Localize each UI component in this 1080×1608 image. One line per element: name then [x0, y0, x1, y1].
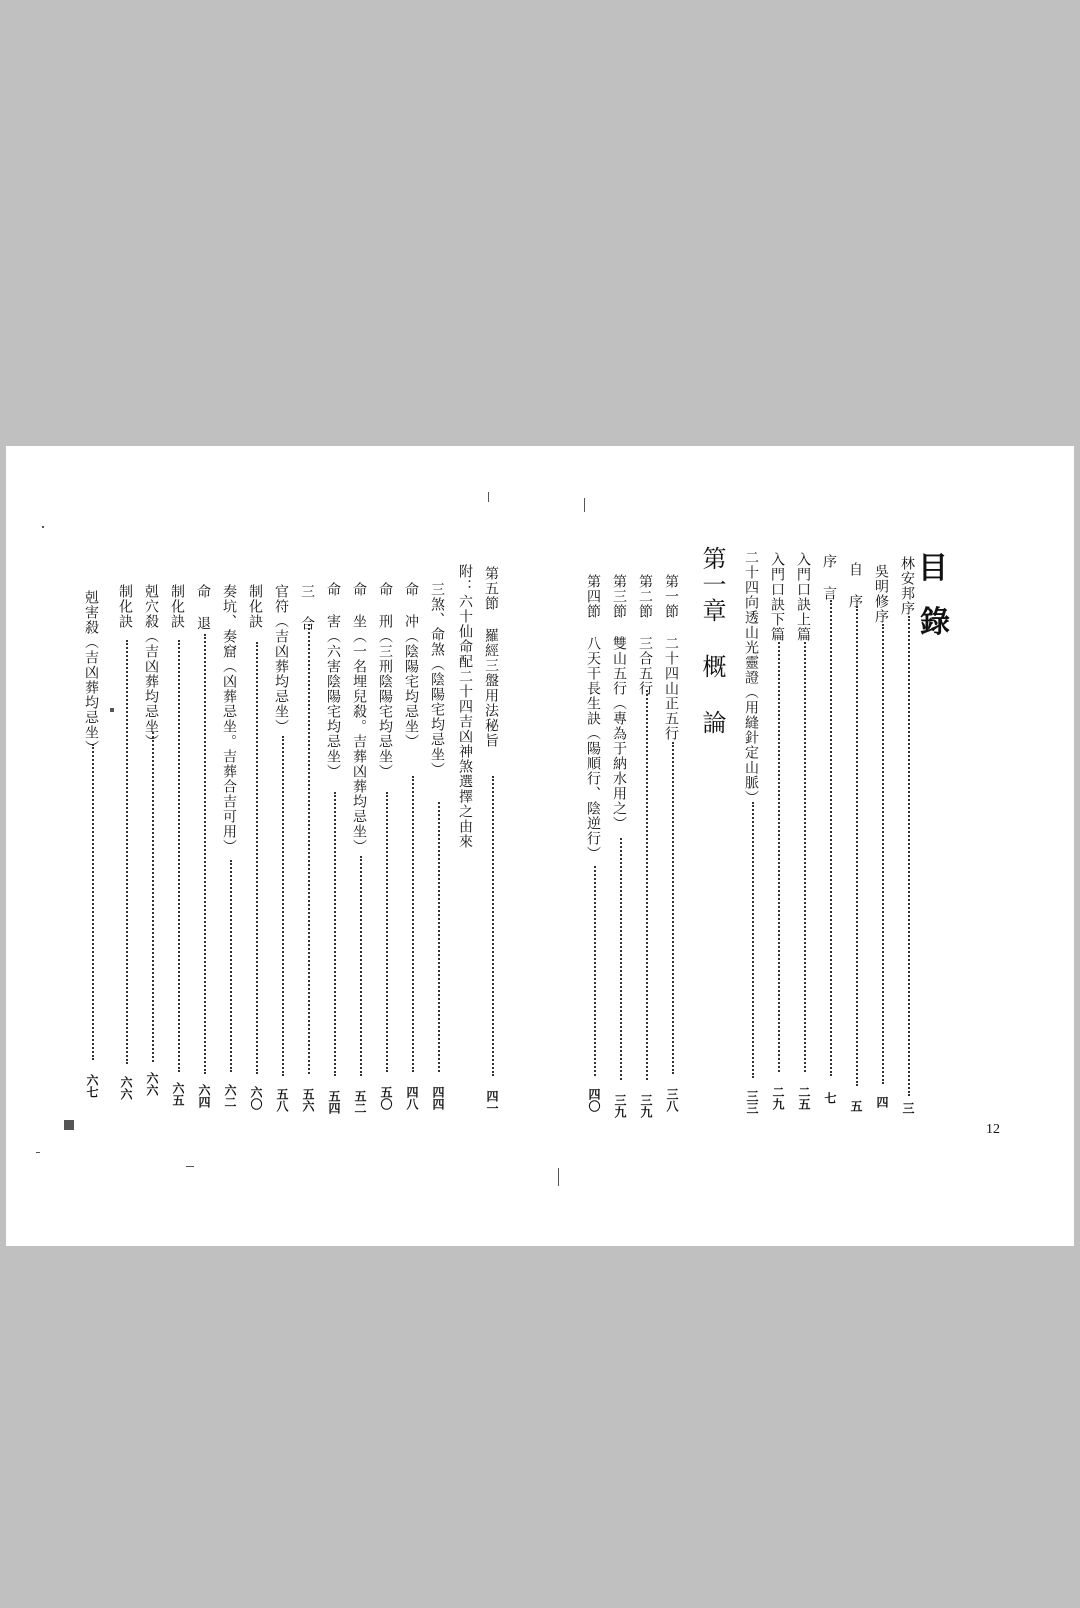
toc-entry-page: 二九	[771, 1086, 785, 1110]
toc-entry-text: 奏坑、奏窟（凶葬忌坐。吉葬合吉可用）	[221, 584, 237, 854]
toc-leader	[882, 624, 884, 1084]
toc-entry-text: 序 言	[821, 554, 837, 601]
toc-section-text: 第三節 雙山五行（專為于納水用之）	[611, 574, 627, 831]
toc-title-char-2: 錄	[920, 605, 950, 640]
toc-entry-page: 五	[849, 1100, 863, 1112]
toc-entry-page: 三三	[745, 1090, 759, 1114]
toc-leader	[672, 742, 674, 1074]
toc-leader	[126, 640, 128, 1064]
toc-entry-page: 五二	[353, 1090, 367, 1114]
toc-entry-page: 四〇	[587, 1088, 601, 1112]
toc-title-char-1: 目	[918, 551, 948, 586]
toc-entry-page: 五八	[275, 1088, 289, 1112]
toc-entry-page: 五〇	[379, 1086, 393, 1110]
toc-entry-page: 五四	[327, 1090, 341, 1114]
toc-entry-page: 六二	[223, 1084, 237, 1108]
toc-section-text: 第一節 二十四山正五行	[663, 574, 679, 741]
toc-leader	[830, 600, 832, 1076]
toc-leader	[594, 866, 596, 1076]
toc-leader	[204, 634, 206, 1074]
toc-leader	[908, 616, 910, 1096]
toc-leader	[92, 744, 94, 1060]
toc-entry-text: 剋害殺（吉凶葬均忌坐）	[83, 590, 99, 755]
toc-entry-text: 二十四向透山光靈證（用縫針定山脈）	[743, 550, 759, 805]
toc-leader	[752, 802, 754, 1078]
toc-leader	[308, 624, 310, 1074]
toc-leader	[360, 856, 362, 1076]
toc-leader	[804, 642, 806, 1072]
toc-entry-text: 三煞、命煞（陰陽宅均忌坐）	[429, 582, 445, 777]
toc-leader	[230, 860, 232, 1072]
toc-entry-text: 命 退	[195, 584, 211, 631]
chapter-heading: 第一章 概 論	[698, 546, 726, 736]
toc-entry-page: 二五	[797, 1086, 811, 1110]
toc-entry-text: 剋穴殺（吉凶葬均忌坐）	[143, 584, 159, 749]
toc-entry-text: 命 刑（三刑陰陽宅均忌坐）	[377, 582, 393, 779]
toc-entry-page: 三九	[613, 1094, 627, 1118]
toc-section-text: 第五節 羅經三盤用法秘旨	[483, 566, 499, 748]
toc-leader	[334, 792, 336, 1076]
scan-speck	[36, 1152, 40, 1153]
scan-speck	[64, 1120, 74, 1130]
toc-leader	[492, 776, 494, 1076]
toc-entry-page: 七	[823, 1092, 837, 1104]
toc-note-text: 附：六十仙命配二十四吉凶神煞選擇之由來	[457, 564, 473, 849]
toc-entry-page: 六五	[171, 1082, 185, 1106]
toc-entry-page: 六六	[119, 1076, 133, 1100]
toc-entry-page: 四四	[431, 1086, 445, 1110]
toc-entry-text: 入門口訣上篇	[795, 552, 811, 642]
toc-entry-page: 三九	[639, 1094, 653, 1118]
scan-speck	[110, 708, 114, 712]
toc-leader	[438, 802, 440, 1072]
toc-leader	[856, 606, 858, 1086]
toc-entry-text: 命 害（六害陰陽宅均忌坐）	[325, 582, 341, 779]
scan-speck	[186, 1166, 194, 1167]
toc-leader	[282, 736, 284, 1076]
toc-entry-text: 入門口訣下篇	[769, 552, 785, 642]
scan-speck	[42, 526, 44, 528]
toc-entry-page: 六四	[197, 1084, 211, 1108]
toc-section-text: 第四節 八天干長生訣（陽順行、陰逆行）	[585, 574, 601, 861]
toc-entry-text: 林安邦序	[899, 556, 915, 616]
toc-entry-text: 命 冲（陰陽宅均忌坐）	[403, 582, 419, 749]
toc-entry-page: 六六	[145, 1072, 159, 1096]
toc-entry-text: 制化訣	[117, 584, 133, 629]
toc-entry-page: 四	[875, 1096, 889, 1108]
toc-entry-text: 制化訣	[169, 584, 185, 629]
toc-entry-page: 四一	[485, 1090, 499, 1114]
toc-entry-page: 三八	[665, 1088, 679, 1112]
toc-entry-text: 官符（吉凶葬均忌坐）	[273, 584, 289, 734]
scanned-page-spread	[6, 446, 1074, 1246]
toc-entry-page: 五六	[301, 1088, 315, 1112]
toc-entry-text: 三 合	[299, 584, 315, 631]
toc-entry-page: 六七	[85, 1074, 99, 1098]
toc-entry-text: 命 坐（一名埋兒殺。吉葬凶葬均忌坐）	[351, 582, 367, 854]
toc-leader	[386, 792, 388, 1072]
toc-entry-page: 六〇	[249, 1086, 263, 1110]
toc-entry-text: 自 序	[847, 562, 863, 609]
toc-leader	[256, 642, 258, 1074]
scan-speck	[488, 492, 489, 502]
toc-leader	[178, 640, 180, 1072]
scan-speck	[584, 498, 585, 512]
toc-entry-text: 制化訣	[247, 584, 263, 629]
toc-leader	[152, 732, 154, 1062]
scan-speck	[558, 1168, 559, 1186]
page-number: 12	[986, 1122, 1000, 1137]
toc-leader	[620, 838, 622, 1080]
toc-leader	[778, 642, 780, 1072]
toc-section-text: 第二節 三合五行	[637, 574, 653, 696]
toc-entry-page: 三	[901, 1102, 915, 1114]
toc-leader	[412, 776, 414, 1072]
toc-entry-text: 吳明修序	[873, 564, 889, 624]
toc-leader	[646, 690, 648, 1080]
toc-entry-page: 四八	[405, 1086, 419, 1110]
